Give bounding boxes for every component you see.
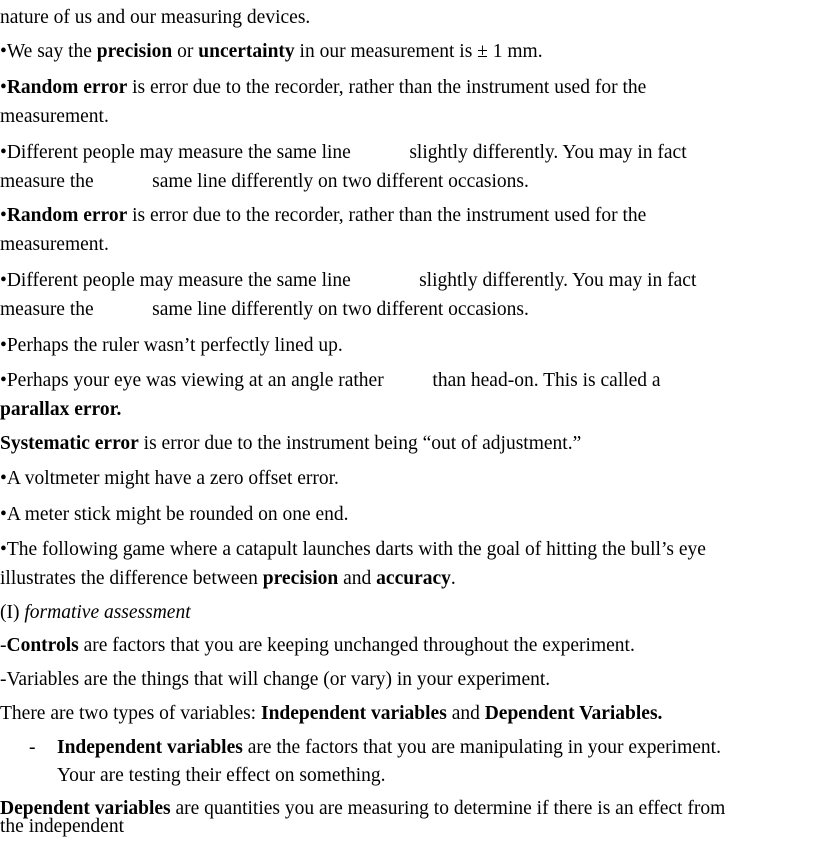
text-line (0, 464, 339, 493)
text-line (0, 266, 696, 295)
text-line (0, 699, 662, 728)
text-line (0, 3, 310, 32)
text-run: are the factors that you are manipulating in your experiment. (242, 737, 721, 758)
text-run: •Perhaps your eye was viewing at an angle rather than head-on. This is called a (0, 370, 661, 391)
text-run: nature of us and our measuring devices. (0, 7, 311, 28)
text-line (0, 230, 109, 259)
text-line (0, 331, 343, 360)
text-line (0, 500, 349, 529)
text-line (0, 598, 191, 627)
text-run: • (0, 77, 7, 98)
text-line (0, 138, 687, 167)
bold-text: Systematic error (0, 433, 139, 454)
italic-text: formative assessment (24, 602, 191, 623)
bold-text: Dependent variables (0, 798, 171, 819)
text-line (0, 201, 646, 230)
text-line (0, 37, 543, 66)
text-run: •Perhaps the ruler wasn’t perfectly lined up. (0, 335, 343, 356)
text-run: measure the same line differently on two different occasions. (0, 171, 529, 192)
text-run: •A voltmeter might have a zero offset error. (0, 468, 339, 489)
text-run: •Different people may measure the same line slightly differently. You may in fact (0, 142, 687, 163)
text-run: and (446, 703, 485, 724)
text-run: are quantities you are measuring to determine if there is an effect from (170, 798, 726, 819)
text-run: - (0, 635, 7, 656)
text-run: measurement. (0, 234, 109, 255)
text-line (0, 102, 109, 131)
text-run: •We say the (0, 41, 97, 62)
text-run: in our measurement is ± 1 mm. (294, 41, 543, 62)
text-run: Your are testing their effect on something. (57, 765, 386, 786)
text-line (57, 761, 386, 790)
bold-text: Independent variables (260, 703, 447, 724)
text-run: •A meter stick might be rounded on one end. (0, 504, 349, 525)
bold-text: precision (262, 568, 339, 589)
text-run: • (0, 205, 7, 226)
bold-text: Dependent Variables. (484, 703, 663, 724)
text-run: are factors that you are keeping unchanged throughout the experiment. (78, 635, 635, 656)
bold-text: Independent variables (57, 737, 243, 758)
text-line (57, 733, 721, 762)
text-run: and (338, 568, 377, 589)
text-run: •The following game where a catapult launches darts with the goal of hitting the bull’s eye (0, 539, 706, 560)
text-run: is error due to the recorder, rather than the instrument used for the (127, 77, 647, 98)
text-line (0, 295, 529, 324)
text-run: . (450, 568, 456, 589)
text-line (0, 665, 550, 694)
text-run: is error due to the instrument being “out of adjustment.” (138, 433, 582, 454)
text-run: -Variables are the things that will change (or vary) in your experiment. (0, 669, 551, 690)
text-line (0, 429, 581, 458)
bold-text: precision (96, 41, 173, 62)
text-run: measure the same line differently on two different occasions. (0, 299, 529, 320)
text-line (0, 395, 121, 424)
text-line (0, 564, 456, 593)
text-run: or (172, 41, 199, 62)
bold-text: uncertainty (198, 41, 295, 62)
bold-text: Controls (6, 635, 79, 656)
text-line (0, 631, 635, 660)
text-line (0, 812, 124, 841)
text-line (0, 366, 661, 395)
text-run: the independent (0, 816, 124, 837)
bold-text: Random error (6, 77, 128, 98)
text-run: is error due to the recorder, rather than the instrument used for the (127, 205, 647, 226)
text-run: illustrates the difference between (0, 568, 263, 589)
text-run: (I) (0, 602, 25, 623)
text-run: - (29, 737, 36, 758)
bold-text: parallax error. (0, 399, 122, 420)
bold-text: Random error (6, 205, 128, 226)
text-run: •Different people may measure the same line slightly differently. You may in fact (0, 270, 697, 291)
text-run: There are two types of variables: (0, 703, 261, 724)
text-line (0, 167, 529, 196)
text-run: measurement. (0, 106, 109, 127)
text-line (0, 73, 646, 102)
text-line (0, 535, 706, 564)
text-line (29, 733, 36, 762)
bold-text: accuracy (376, 568, 451, 589)
